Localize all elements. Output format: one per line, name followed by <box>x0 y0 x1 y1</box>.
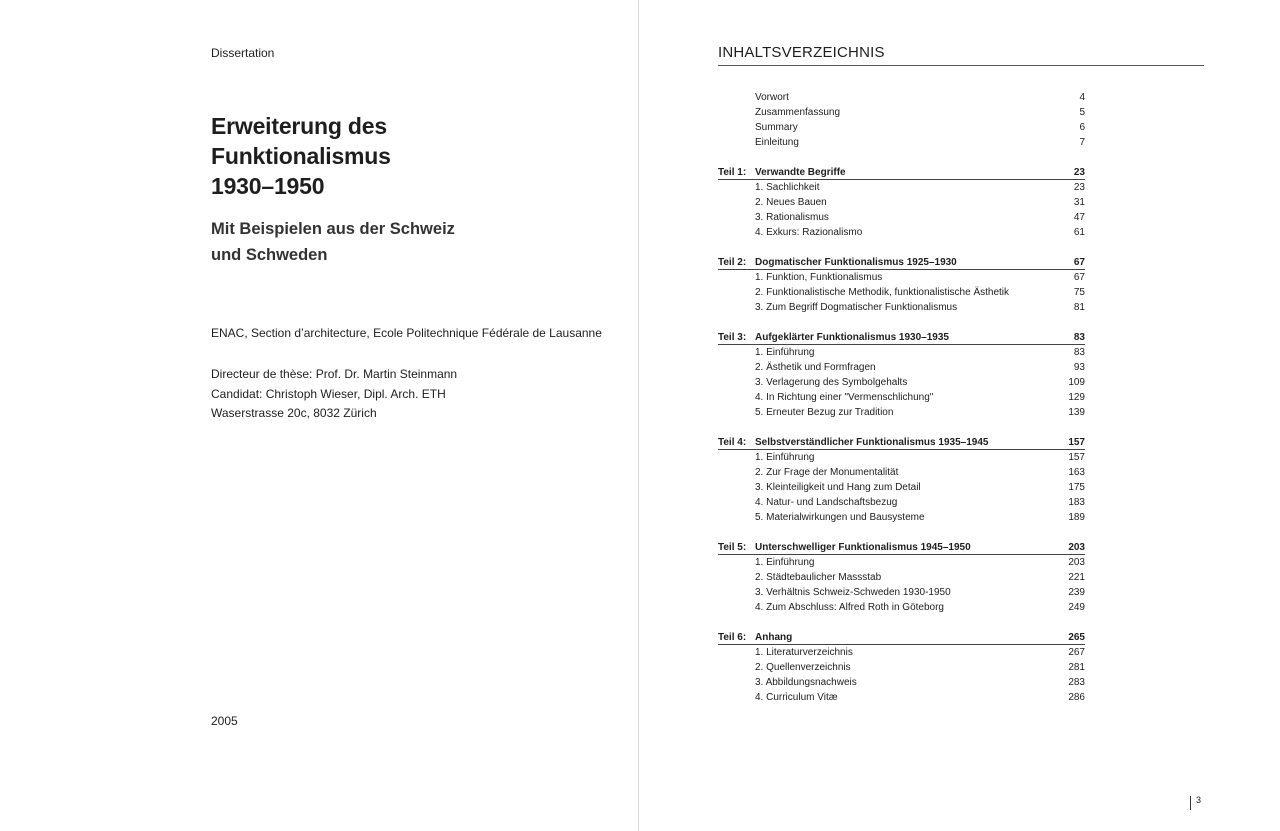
toc-entry[interactable] <box>718 600 1085 615</box>
toc-entry[interactable] <box>718 675 1085 690</box>
toc-entry[interactable] <box>718 480 1085 495</box>
toc-entry-page: 109 <box>1068 377 1085 388</box>
footer-divider <box>1190 796 1191 810</box>
toc-entry[interactable] <box>718 405 1085 420</box>
title-page <box>0 0 638 831</box>
toc-entry-page: 175 <box>1068 482 1085 493</box>
toc-entry[interactable] <box>718 360 1085 375</box>
toc-part-number: Teil 6: <box>718 632 747 643</box>
toc-part-heading[interactable] <box>718 630 1085 645</box>
toc-entry-label: Vorwort <box>755 92 789 103</box>
toc-part-heading[interactable] <box>718 165 1085 180</box>
toc-entry-label: Zusammenfassung <box>755 107 841 118</box>
toc-part-page: 83 <box>1073 332 1085 343</box>
toc-entry-page: 129 <box>1068 392 1085 403</box>
toc-entry-page: 157 <box>1068 452 1085 463</box>
toc-entry[interactable] <box>718 105 1085 120</box>
main-title-line: Erweiterung des <box>211 113 387 139</box>
toc-entry-label: 3. Kleinteiligkeit und Hang zum Detail <box>755 482 921 493</box>
page-number: 3 <box>1196 795 1202 805</box>
toc-entry-page: 239 <box>1068 587 1085 598</box>
toc-entry-page: 61 <box>1073 227 1085 238</box>
toc-entry-page: 7 <box>1079 137 1085 148</box>
institution: ENAC, Section d’architecture, Ecole Politechnique Fédérale de Lausanne <box>211 326 602 340</box>
toc-part-number: Teil 5: <box>718 542 747 553</box>
toc-entry-page: 31 <box>1073 197 1085 208</box>
toc-part-title: Selbstverständlicher Funktionalismus 1935–1945 <box>755 437 989 448</box>
candidate: Candidat: Christoph Wieser, Dipl. Arch. ETH <box>211 386 446 401</box>
toc-entry[interactable] <box>718 450 1085 465</box>
toc-entry[interactable] <box>718 225 1085 240</box>
toc-entry-page: 163 <box>1068 467 1085 478</box>
subtitle-line: und Schweden <box>211 246 328 264</box>
main-title <box>211 111 391 201</box>
toc-entry-label: 3. Verlagerung des Symbolgehalts <box>755 377 908 388</box>
toc-entry-page: 189 <box>1068 512 1085 523</box>
toc-entry-label: 1. Literaturverzeichnis <box>755 647 853 658</box>
toc-entry-label: Summary <box>755 122 798 133</box>
toc-entry-label: 4. Zum Abschluss: Alfred Roth in Göteborg <box>755 602 944 613</box>
toc-entry-page: 139 <box>1068 407 1085 418</box>
toc-entry-label: 3. Rationalismus <box>755 212 829 223</box>
toc-entry-label: 1. Einführung <box>755 347 815 358</box>
toc-part-number: Teil 4: <box>718 437 747 448</box>
main-title-line: Funktionalismus <box>211 143 391 169</box>
toc-entry-label: 1. Einführung <box>755 557 815 568</box>
toc-entry-label: 1. Funktion, Funktionalismus <box>755 272 883 283</box>
toc-entry[interactable] <box>718 690 1085 705</box>
table-of-contents <box>718 90 1085 705</box>
toc-entry-page: 267 <box>1068 647 1085 658</box>
toc-entry-page: 203 <box>1068 557 1085 568</box>
publication-year: 2005 <box>211 714 238 728</box>
toc-part-page: 157 <box>1068 437 1085 448</box>
toc-entry-page: 286 <box>1068 692 1085 703</box>
toc-entry-label: 1. Einführung <box>755 452 815 463</box>
toc-entry[interactable] <box>718 495 1085 510</box>
toc-entry[interactable] <box>718 210 1085 225</box>
toc-part-heading[interactable] <box>718 330 1085 345</box>
toc-part-heading[interactable] <box>718 540 1085 555</box>
toc-entry-page: 5 <box>1079 107 1085 118</box>
main-title-line: 1930–1950 <box>211 173 325 199</box>
toc-entry-page: 6 <box>1079 122 1085 133</box>
toc-entry-label: 2. Quellenverzeichnis <box>755 662 851 673</box>
toc-entry-label: 4. Natur- und Landschaftsbezug <box>755 497 898 508</box>
toc-entry-label: 2. Funktionalistische Methodik, funktionalistische Ästhetik <box>755 287 1010 298</box>
subtitle-line: Mit Beispielen aus der Schweiz <box>211 220 455 238</box>
toc-part-heading[interactable] <box>718 255 1085 270</box>
toc-part-title: Verwandte Begriffe <box>755 167 846 178</box>
address: Waserstrasse 20c, 8032 Zürich <box>211 406 377 420</box>
author-info <box>211 365 457 424</box>
toc-entry[interactable] <box>718 555 1085 570</box>
toc-entry[interactable] <box>718 660 1085 675</box>
toc-entry[interactable] <box>718 345 1085 360</box>
toc-entry-page: 281 <box>1068 662 1085 673</box>
toc-part-page: 23 <box>1073 167 1085 178</box>
toc-entry-page: 75 <box>1073 287 1085 298</box>
toc-part-page: 265 <box>1068 632 1085 643</box>
toc-entry-page: 183 <box>1068 497 1085 508</box>
toc-part-page: 67 <box>1073 257 1085 268</box>
toc-entry[interactable] <box>718 120 1085 135</box>
toc-entry[interactable] <box>718 570 1085 585</box>
contents-page <box>639 0 1280 831</box>
toc-entry-label: 3. Abbildungsnachweis <box>755 677 857 688</box>
toc-entry[interactable] <box>718 390 1085 405</box>
subtitle <box>211 216 455 268</box>
toc-entry[interactable] <box>718 180 1085 195</box>
toc-entry[interactable] <box>718 300 1085 315</box>
document-type: Dissertation <box>211 46 275 60</box>
toc-part-page: 203 <box>1068 542 1085 553</box>
toc-entry[interactable] <box>718 375 1085 390</box>
toc-entry-label: 2. Neues Bauen <box>755 197 827 208</box>
toc-entry[interactable] <box>718 510 1085 525</box>
toc-part-number: Teil 3: <box>718 332 747 343</box>
toc-entry-page: 249 <box>1068 602 1085 613</box>
toc-entry-page: 23 <box>1073 182 1085 193</box>
toc-part-number: Teil 1: <box>718 167 747 178</box>
toc-entry-label: 2. Städtebaulicher Massstab <box>755 572 882 583</box>
toc-entry-page: 81 <box>1073 302 1085 313</box>
toc-entry[interactable] <box>718 585 1085 600</box>
toc-entry-label: 1. Sachlichkeit <box>755 182 820 193</box>
toc-entry-label: 5. Erneuter Bezug zur Tradition <box>755 407 894 418</box>
toc-entry-label: 4. In Richtung einer "Vermenschlichung" <box>755 392 934 403</box>
toc-part-title: Dogmatischer Funktionalismus 1925–1930 <box>755 257 957 268</box>
toc-part-title: Unterschwelliger Funktionalismus 1945–1950 <box>755 542 971 553</box>
toc-entry-page: 83 <box>1073 347 1085 358</box>
toc-entry[interactable] <box>718 90 1085 105</box>
toc-entry[interactable] <box>718 195 1085 210</box>
toc-entry-page: 67 <box>1073 272 1085 283</box>
toc-entry-page: 221 <box>1068 572 1085 583</box>
toc-entry-page: 4 <box>1079 92 1085 103</box>
toc-entry-page: 283 <box>1068 677 1085 688</box>
toc-part-heading[interactable] <box>718 435 1085 450</box>
toc-entry-label: 4. Curriculum Vitæ <box>755 692 838 703</box>
toc-entry-label: 4. Exkurs: Razionalismo <box>755 227 863 238</box>
toc-entry[interactable] <box>718 645 1085 660</box>
toc-entry-label: 5. Materialwirkungen und Bausysteme <box>755 512 925 523</box>
toc-entry[interactable] <box>718 135 1085 150</box>
toc-entry-page: 93 <box>1073 362 1085 373</box>
toc-entry[interactable] <box>718 285 1085 300</box>
toc-entry-label: 2. Zur Frage der Monumentalität <box>755 467 899 478</box>
toc-entry[interactable] <box>718 465 1085 480</box>
toc-heading: INHALTSVERZEICHNIS <box>718 44 1204 66</box>
toc-entry-label: 2. Ästhetik und Formfragen <box>755 362 876 373</box>
toc-entry-label: 3. Zum Begriff Dogmatischer Funktionalismus <box>755 302 958 313</box>
toc-part-title: Anhang <box>755 632 793 643</box>
toc-entry-label: 3. Verhältnis Schweiz-Schweden 1930-1950 <box>755 587 951 598</box>
toc-entry-label: Einleitung <box>755 137 799 148</box>
toc-entry[interactable] <box>718 270 1085 285</box>
thesis-director: Directeur de thèse: Prof. Dr. Martin Steinmann <box>211 367 458 381</box>
toc-part-number: Teil 2: <box>718 257 747 268</box>
toc-entry-page: 47 <box>1073 212 1085 223</box>
toc-part-title: Aufgeklärter Funktionalismus 1930–1935 <box>755 332 949 343</box>
